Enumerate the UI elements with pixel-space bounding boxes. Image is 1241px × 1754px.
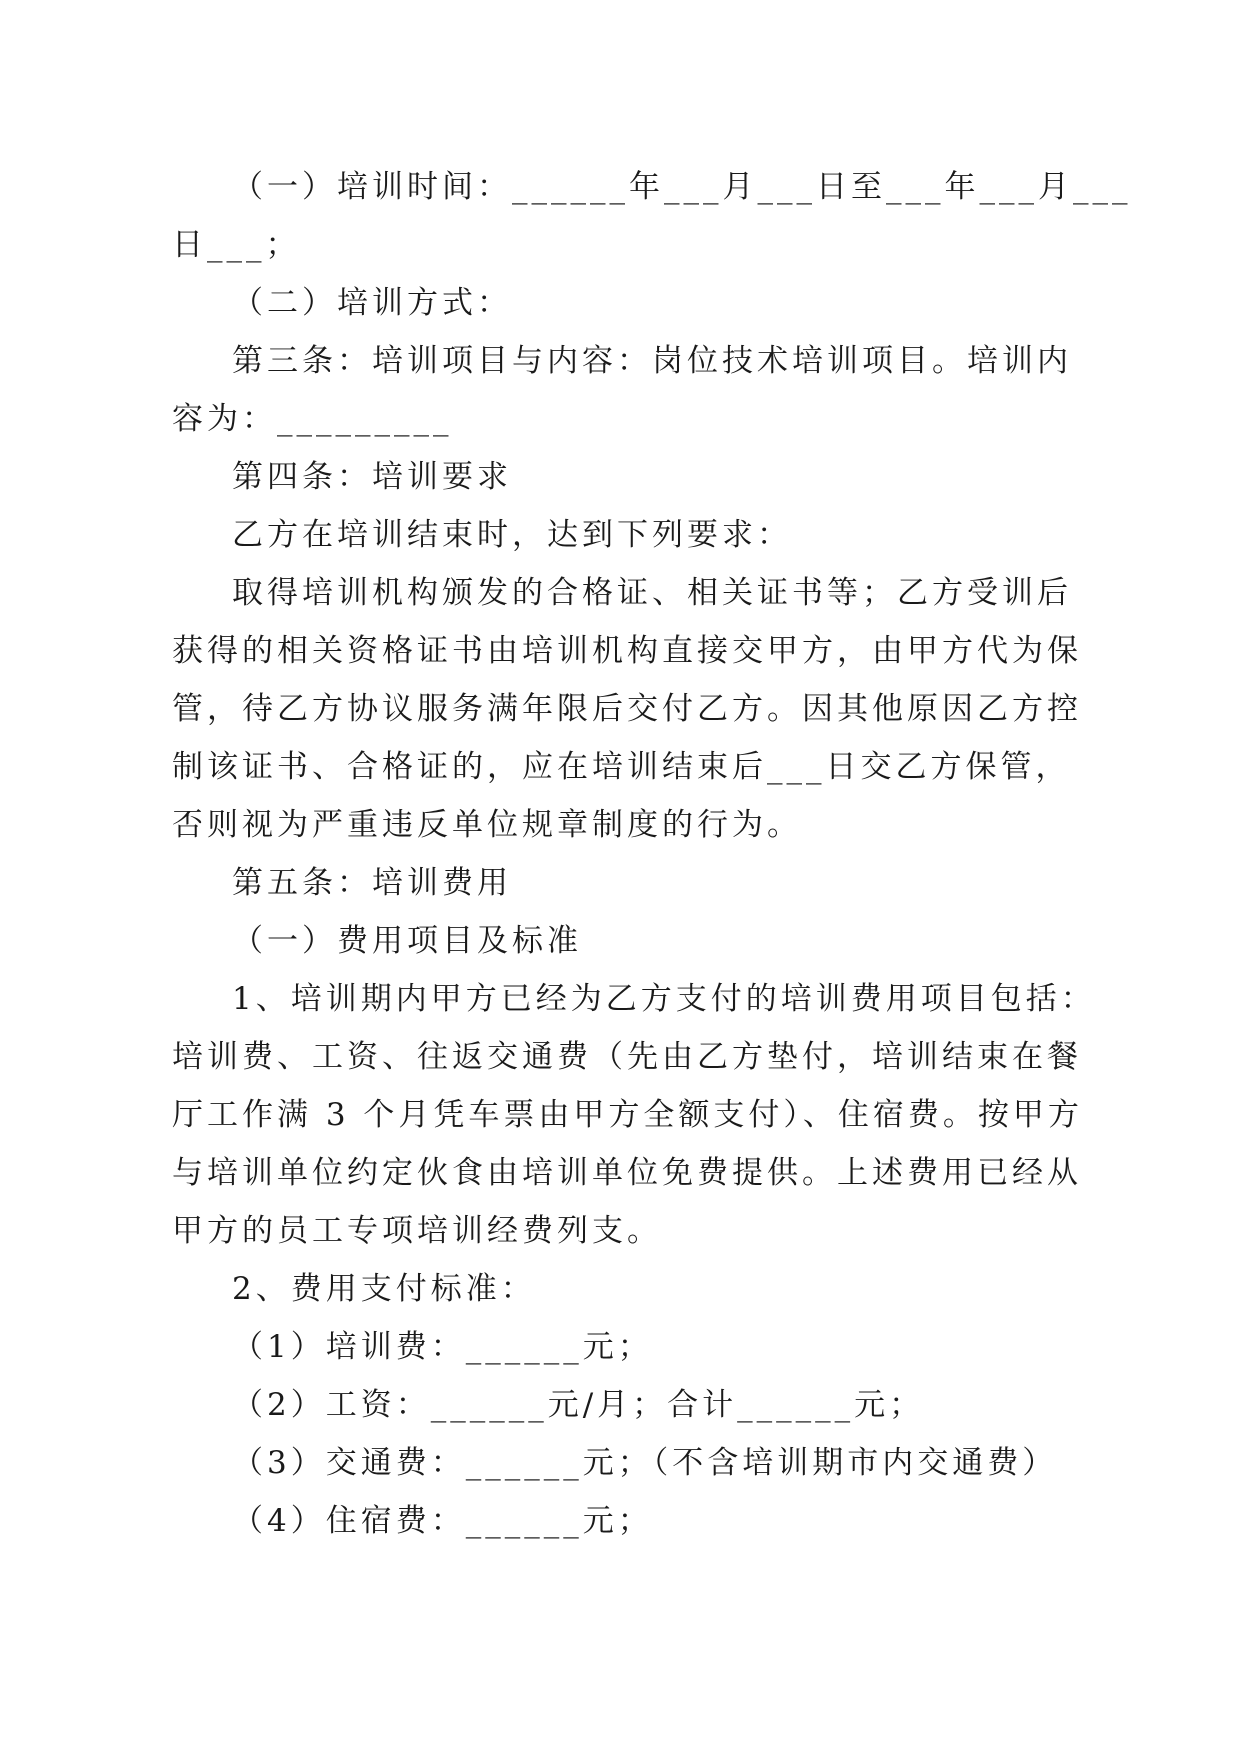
- text-line: 厅工作满 3 个月凭车票由甲方全额支付）、住宿费。按甲方: [172, 1097, 1083, 1133]
- text-line: 否则视为严重违反单位规章制度的行为。: [172, 807, 802, 843]
- text-line: 管，待乙方协议服务满年限后交付乙方。因其他原因乙方控: [172, 691, 1082, 727]
- text-line: 1、培训期内甲方已经为乙方支付的培训费用项目包括：: [232, 981, 1096, 1017]
- text-line: 2、费用支付标准：: [232, 1271, 536, 1307]
- text-line: 第五条：培训费用: [232, 865, 512, 901]
- text-line: 培训费、工资、往返交通费（先由乙方垫付，培训结束在餐: [172, 1039, 1082, 1075]
- text-line: 第四条：培训要求: [232, 459, 512, 495]
- text-line: （4）住宿费：______元；: [232, 1503, 653, 1539]
- text-line: 甲方的员工专项培训经费列支。: [172, 1213, 662, 1249]
- text-line: 制该证书、合格证的，应在培训结束后___日交乙方保管，: [172, 749, 1071, 785]
- text-line: （2）工资：______元/月；合计______元；: [232, 1387, 925, 1423]
- text-line: 乙方在培训结束时，达到下列要求：: [232, 517, 792, 553]
- text-line: 第三条：培训项目与内容：岗位技术培训项目。培训内: [232, 343, 1072, 379]
- text-line: （1）培训费：______元；: [232, 1329, 653, 1365]
- text-line: （一）培训时间：______年___月___日至___年___月___: [232, 169, 1132, 205]
- text-line: 日___；: [172, 227, 301, 263]
- text-line: 容为：_________: [172, 401, 453, 437]
- text-line: （二）培训方式：: [232, 285, 512, 321]
- text-line: （3）交通费：______元；（不含培训期市内交通费）: [232, 1445, 1058, 1481]
- text-line: 取得培训机构颁发的合格证、相关证书等；乙方受训后: [232, 575, 1072, 611]
- text-line: 获得的相关资格证书由培训机构直接交甲方，由甲方代为保: [172, 633, 1082, 669]
- text-line: 与培训单位约定伙食由培训单位免费提供。上述费用已经从: [172, 1155, 1082, 1191]
- text-line: （一）费用项目及标准: [232, 923, 582, 959]
